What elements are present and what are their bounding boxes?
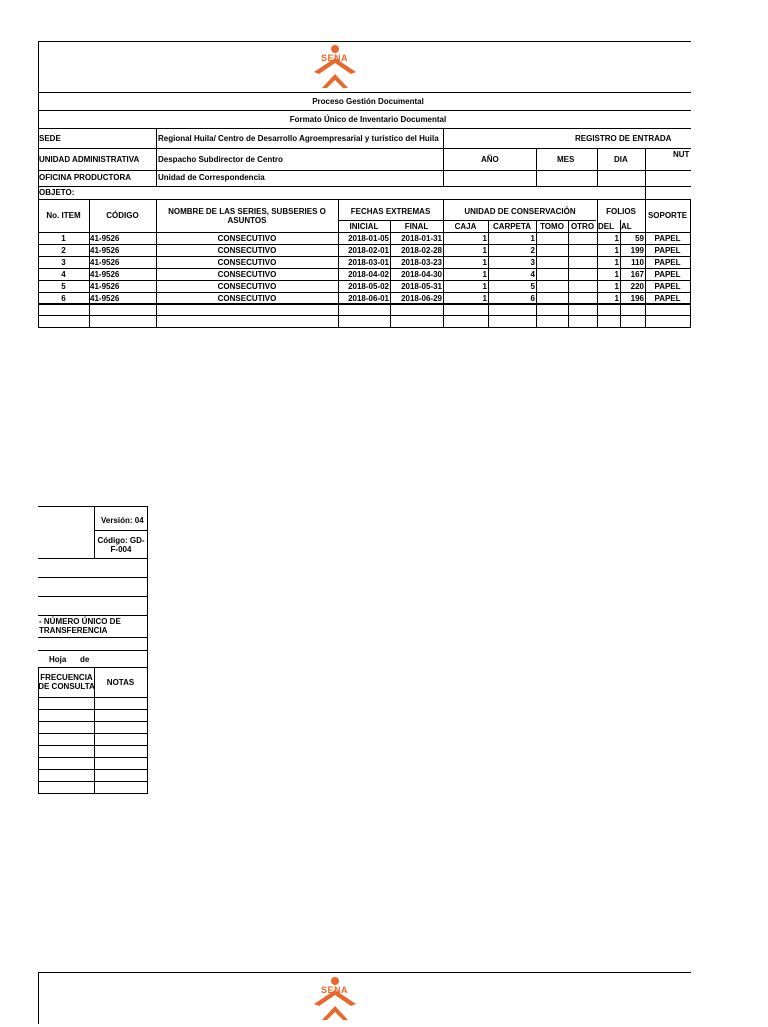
cell-final: 2018-04-30 bbox=[401, 270, 442, 279]
cell-final: 2018-05-31 bbox=[401, 282, 442, 291]
cell-carpeta: 4 bbox=[530, 270, 535, 279]
cell-nombre: CONSECUTIVO bbox=[217, 234, 277, 243]
cell-carpeta: 5 bbox=[530, 282, 535, 291]
cell-caja: 1 bbox=[482, 270, 487, 279]
col-carpeta: CARPETA bbox=[492, 222, 532, 231]
objeto-label: OBJETO: bbox=[39, 188, 75, 197]
cell-caja: 1 bbox=[482, 282, 487, 291]
cell-caja: 1 bbox=[482, 246, 487, 255]
cell-item: 6 bbox=[61, 294, 66, 303]
col-inicial: INICIAL bbox=[349, 222, 379, 231]
cell-del: 1 bbox=[614, 246, 619, 255]
sena-logo-bottom bbox=[304, 976, 366, 1022]
process-title: Proceso Gestión Documental bbox=[312, 97, 424, 106]
nut-label: NUT bbox=[673, 150, 690, 159]
col-folios: FOLIOS bbox=[606, 207, 636, 216]
cell-nombre: CONSECUTIVO bbox=[217, 270, 277, 279]
oficina-value: Unidad de Correspondencia bbox=[158, 173, 265, 182]
numero-unico-label: - NÚMERO ÚNICO DE TRANSFERENCIA bbox=[39, 617, 121, 635]
cell-item: 4 bbox=[61, 270, 66, 279]
cell-caja: 1 bbox=[482, 294, 487, 303]
de-label: de bbox=[80, 655, 90, 664]
cell-soporte: PAPEL bbox=[654, 282, 681, 291]
cell-al: 196 bbox=[630, 294, 644, 303]
cell-nombre: CONSECUTIVO bbox=[217, 258, 277, 267]
cell-carpeta: 3 bbox=[530, 258, 535, 267]
cell-al: 59 bbox=[635, 234, 644, 243]
cell-nombre: CONSECUTIVO bbox=[217, 282, 277, 291]
cell-soporte: PAPEL bbox=[654, 246, 681, 255]
cell-caja: 1 bbox=[482, 234, 487, 243]
sena-logo-bottom-icon bbox=[304, 976, 366, 1022]
logo-text: SENA bbox=[321, 53, 349, 63]
cell-item: 2 bbox=[61, 246, 66, 255]
cell-del: 1 bbox=[614, 234, 619, 243]
cell-item: 3 bbox=[61, 258, 66, 267]
col-codigo: CÓDIGO bbox=[106, 211, 139, 220]
registro-entrada: REGISTRO DE ENTRADA bbox=[575, 134, 672, 143]
sede-value: Regional Huila/ Centro de Desarrollo Agroempresarial y turístico del Huila bbox=[158, 134, 439, 143]
cell-codigo: 41-9526 bbox=[90, 282, 120, 291]
cell-soporte: PAPEL bbox=[654, 234, 681, 243]
unidad-label: UNIDAD ADMINISTRATIVA bbox=[39, 155, 140, 164]
cell-inicial: 2018-01-05 bbox=[348, 234, 389, 243]
col-soporte: SOPORTE bbox=[647, 211, 688, 220]
cell-nombre: CONSECUTIVO bbox=[217, 294, 277, 303]
cell-al: 167 bbox=[630, 270, 644, 279]
sena-logo-icon bbox=[304, 44, 366, 90]
cell-item: 5 bbox=[61, 282, 66, 291]
cell-carpeta: 1 bbox=[530, 234, 535, 243]
cell-codigo: 41-9526 bbox=[90, 246, 120, 255]
col-al: AL bbox=[621, 222, 632, 231]
cell-carpeta: 2 bbox=[530, 246, 535, 255]
cell-soporte: PAPEL bbox=[654, 294, 681, 303]
cell-codigo: 41-9526 bbox=[90, 234, 120, 243]
cell-final: 2018-06-29 bbox=[401, 294, 442, 303]
cell-caja: 1 bbox=[482, 258, 487, 267]
cell-soporte: PAPEL bbox=[654, 270, 681, 279]
cell-final: 2018-03-23 bbox=[401, 258, 442, 267]
cell-del: 1 bbox=[614, 270, 619, 279]
cell-item: 1 bbox=[61, 234, 66, 243]
cell-del: 1 bbox=[614, 282, 619, 291]
col-final: FINAL bbox=[404, 222, 429, 231]
oficina-label: OFICINA PRODUCTORA bbox=[39, 173, 131, 182]
col-caja: CAJA bbox=[454, 222, 477, 231]
notas-label: NOTAS bbox=[106, 678, 135, 687]
mes-label: MES bbox=[557, 155, 575, 164]
col-item: No. ITEM bbox=[46, 211, 81, 220]
frecuencia-label: FRECUENCIA DE CONSULTA bbox=[38, 673, 95, 691]
col-tomo: TOMO bbox=[540, 222, 564, 231]
cell-al: 110 bbox=[631, 258, 644, 267]
cell-codigo: 41-9526 bbox=[90, 258, 120, 267]
cell-al: 199 bbox=[630, 246, 644, 255]
cell-codigo: 41-9526 bbox=[90, 294, 120, 303]
cell-inicial: 2018-06-01 bbox=[348, 294, 389, 303]
anio-label: AÑO bbox=[481, 155, 499, 164]
col-del: DEL bbox=[598, 222, 614, 231]
col-fechas: FECHAS EXTREMAS bbox=[350, 207, 431, 216]
cell-inicial: 2018-03-01 bbox=[348, 258, 389, 267]
cell-carpeta: 6 bbox=[530, 294, 535, 303]
codigo-label: Código: GD-F-004 bbox=[97, 536, 145, 554]
sede-label: SEDE bbox=[39, 134, 61, 143]
sena-logo bbox=[304, 44, 366, 90]
col-nombre: NOMBRE DE LAS SERIES, SUBSERIES O ASUNTOS bbox=[168, 207, 326, 225]
cell-nombre: CONSECUTIVO bbox=[217, 246, 277, 255]
cell-soporte: PAPEL bbox=[654, 258, 681, 267]
cell-inicial: 2018-05-02 bbox=[348, 282, 389, 291]
cell-final: 2018-02-28 bbox=[401, 246, 442, 255]
cell-al: 220 bbox=[630, 282, 644, 291]
col-otro: OTRO bbox=[570, 222, 595, 231]
version-label: Versión: 04 bbox=[101, 516, 144, 525]
format-title: Formato Único de Inventario Documental bbox=[289, 115, 447, 124]
cell-inicial: 2018-04-02 bbox=[348, 270, 389, 279]
cell-final: 2018-01-31 bbox=[401, 234, 442, 243]
cell-inicial: 2018-02-01 bbox=[348, 246, 389, 255]
logo-text-bottom: SENA bbox=[321, 985, 349, 995]
cell-del: 1 bbox=[614, 258, 619, 267]
cell-del: 1 bbox=[614, 294, 619, 303]
dia-label: DIA bbox=[614, 155, 628, 164]
unidad-value: Despacho Subdirector de Centro bbox=[158, 155, 283, 164]
hoja-label: Hoja bbox=[49, 655, 67, 664]
cell-codigo: 41-9526 bbox=[90, 270, 120, 279]
col-unidad: UNIDAD DE CONSERVACIÓN bbox=[464, 207, 576, 216]
